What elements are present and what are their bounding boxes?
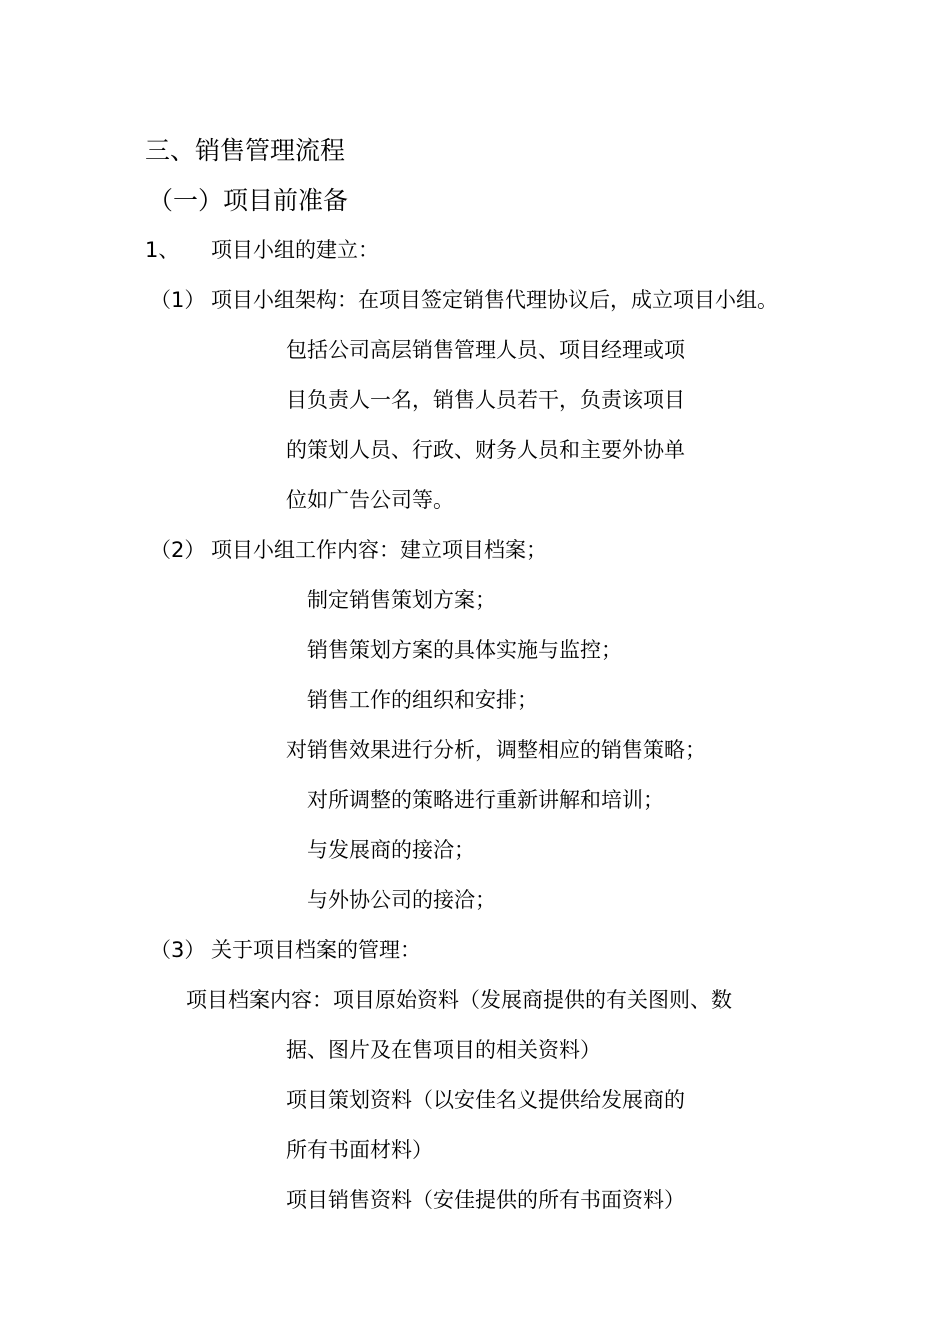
item-number: （2） (150, 538, 206, 562)
body-line: 位如广告公司等。 (286, 488, 454, 512)
body-line: 项目策划资料（以安佳名义提供给发展商的 (286, 1088, 685, 1112)
body-line: 的策划人员、行政、财务人员和主要外协单 (286, 438, 685, 462)
body-line: 包括公司高层销售管理人员、项目经理或项 (286, 338, 685, 362)
body-line: 与外协公司的接洽； (307, 888, 496, 912)
body-line: 制定销售策划方案； (307, 588, 496, 612)
body-line: 目负责人一名，销售人员若干，负责该项目 (286, 388, 685, 412)
body-line: 对所调整的策略进行重新讲解和培训； (307, 788, 664, 812)
body-line: 项目销售资料（安佳提供的所有书面资料） (286, 1188, 685, 1212)
item-heading: 关于项目档案的管理： (211, 938, 421, 962)
body-line: 销售工作的组织和安排； (307, 688, 538, 712)
item-number: （3） (150, 938, 206, 962)
subsection-title: （一）项目前准备 (148, 186, 349, 215)
item-number: （1） (150, 288, 206, 312)
item-heading: 项目小组工作内容：建立项目档案； (211, 538, 547, 562)
body-line: 据、图片及在售项目的相关资料） (286, 1038, 601, 1062)
body-line: 销售策划方案的具体实施与监控； (307, 638, 622, 662)
body-line: 项目档案内容：项目原始资料（发展商提供的有关图则、数 (186, 988, 732, 1012)
body-line: 与发展商的接洽； (307, 838, 475, 862)
section-title: 三、销售管理流程 (145, 136, 346, 165)
item-number: 1、 (145, 238, 180, 262)
body-line: 对销售效果进行分析，调整相应的销售策略； (286, 738, 706, 762)
item-heading: 项目小组的建立： (211, 238, 379, 262)
item-heading: 项目小组架构：在项目签定销售代理协议后，成立项目小组。 (211, 288, 778, 312)
body-line: 所有书面材料） (286, 1138, 433, 1162)
